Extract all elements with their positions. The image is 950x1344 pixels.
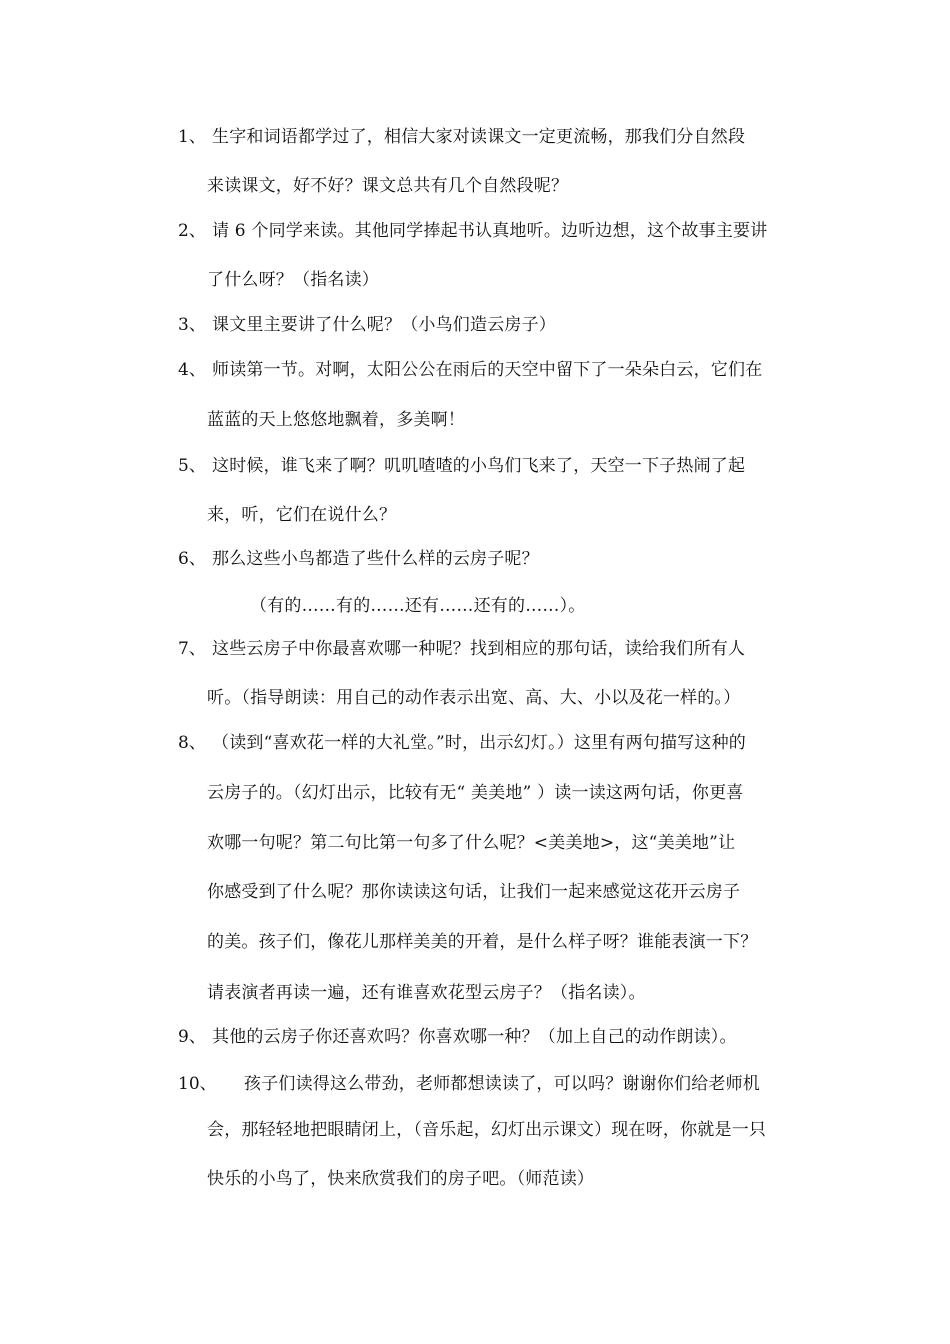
item-text-line: 其他的云房子你还喜欢吗？你喜欢哪一种？（加上自己的动作朗读）。 xyxy=(212,1027,737,1047)
item-text-line: 这时候，谁飞来了啊？叽叽喳喳的小鸟们飞来了，天空一下子热闹了起 xyxy=(212,456,746,476)
item-text-line: 会，那轻轻地把眼睛闭上，（音乐起，幻灯出示课文）现在呀，你就是一只 xyxy=(207,1120,767,1140)
item-text-line: 师读第一节。对啊，太阳公公在雨后的天空中留下了一朵朵白云，它们在 xyxy=(212,360,763,380)
item-text-line: 了什么呀？（指名读） xyxy=(207,270,379,290)
item-text-line: 那么这些小鸟都造了些什么样的云房子呢？ xyxy=(212,549,539,569)
item-text-line: 这些云房子中你最喜欢哪一种呢？找到相应的那句话，读给我们所有人 xyxy=(212,639,746,659)
item-text-line: 的美。孩子们，像花儿那样美美的开着，是什么样子呀？谁能表演一下？ xyxy=(207,932,758,952)
item-number: 4、 xyxy=(178,360,206,380)
item-number: 3、 xyxy=(178,315,206,335)
item-text-line: 孩子们读得这么带劲，老师都想读读了，可以吗？谢谢你们给老师机 xyxy=(244,1074,760,1094)
item-text-line: 蓝蓝的天上悠悠地飘着，多美啊！ xyxy=(207,410,465,430)
item-text-line: 来读课文，好不好？课文总共有几个自然段呢？ xyxy=(207,176,569,196)
item-text-line: 快乐的小鸟了，快来欣赏我们的房子吧。（师范读） xyxy=(207,1169,595,1189)
item-text-line: 来，听，它们在说什么？ xyxy=(207,505,397,525)
item-number: 10、 xyxy=(178,1074,217,1094)
item-text-line: 你感受到了什么呢？那你读读这句话，让我们一起来感觉这花开云房子 xyxy=(207,882,741,902)
item-text-line: （有的……有的……还有……还有的……）。 xyxy=(250,596,586,616)
item-text-line: 欢哪一句呢？第二句比第一句多了什么呢？<美美地>，这“美美地”让 xyxy=(207,833,736,853)
item-text-line: 请 6 个同学来读。其他同学捧起书认真地听。边听边想，这个故事主要讲 xyxy=(212,221,768,241)
item-number: 6、 xyxy=(178,549,206,569)
item-text-line: 请表演者再读一遍，还有谁喜欢花型云房子？（指名读）。 xyxy=(207,983,646,1003)
item-number: 5、 xyxy=(178,456,206,476)
item-text-line: 课文里主要讲了什么呢？（小鸟们造云房子） xyxy=(212,315,556,335)
item-number: 1、 xyxy=(178,127,206,147)
item-text-line: 听。（指导朗读：用自己的动作表示出宽、高、大、小以及花一样的。） xyxy=(207,688,741,708)
item-number: 2、 xyxy=(178,221,206,241)
item-text-line: （读到“喜欢花一样的大礼堂。”时，出示幻灯。）这里有两句描写这种的 xyxy=(212,733,746,753)
item-number: 9、 xyxy=(178,1027,206,1047)
item-number: 7、 xyxy=(178,639,206,659)
item-number: 8、 xyxy=(178,733,206,753)
item-text-line: 生字和词语都学过了，相信大家对读课文一定更流畅，那我们分自然段 xyxy=(212,127,746,147)
item-text-line: 云房子的。（幻灯出示，比较有无“ 美美地” ）读一读这两句话，你更喜 xyxy=(207,783,744,803)
